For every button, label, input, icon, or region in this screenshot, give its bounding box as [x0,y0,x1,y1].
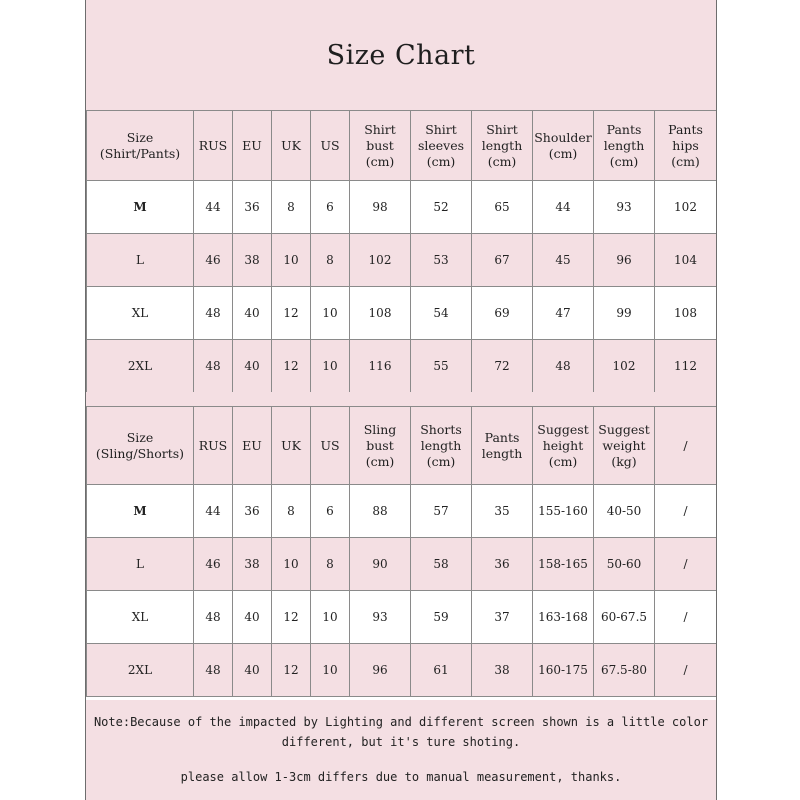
header-cell-line: Pants [668,121,703,137]
header-cell-line: Sling [363,421,397,437]
table-cell: 48 [194,644,233,697]
table-cell: 36 [233,181,272,234]
table-cell: 10 [311,340,350,393]
header-cell-line: hips [672,137,699,153]
header-cell-line: sleeves [417,137,465,153]
table-cell: 67.5-80 [594,644,655,697]
size-cell: L [87,234,194,287]
table-cell: 10 [311,287,350,340]
header-cell-line: Size [126,129,154,145]
note-line-2: different, but it's ture shoting. [281,735,521,749]
table-cell: 116 [350,340,411,393]
table-cell: 69 [472,287,533,340]
header-cell-line: Suggest [537,421,589,437]
header-cell-line: Shoulder [534,129,592,145]
table-cell: 90 [350,538,411,591]
header-cell-line: Pants [606,121,642,137]
table-cell: 8 [311,234,350,287]
header-cell-line: US [320,437,340,453]
table-cell: 44 [533,181,594,234]
table-cell: 40 [233,287,272,340]
size-cell: XL [87,287,194,340]
header-cell-line: length [420,437,462,453]
table-cell: 12 [272,287,311,340]
table-cell: 88 [350,485,411,538]
page-frame [85,0,717,800]
table-cell: / [655,591,717,644]
header-cell-line: (kg) [611,453,637,469]
table-cell: 54 [411,287,472,340]
table-cell: 6 [311,485,350,538]
table-cell: 163-168 [533,591,594,644]
table-cell: 160-175 [533,644,594,697]
table-cell: 108 [655,287,717,340]
header-cell-line: US [320,137,340,153]
table-cell: 12 [272,591,311,644]
table-cell: 98 [350,181,411,234]
table-cell: 99 [594,287,655,340]
table-cell: 72 [472,340,533,393]
header-cell-line: (cm) [548,453,578,469]
header-cell-line: weight [602,437,646,453]
table-cell: 58 [411,538,472,591]
table-cell: / [655,644,717,697]
header-cell-line: Size [126,429,154,445]
table-cell: 48 [533,340,594,393]
table-cell: 40 [233,340,272,393]
header-cell-line: length [603,137,645,153]
table-cell: 47 [533,287,594,340]
table-cell: 38 [472,644,533,697]
table-cell: 36 [472,538,533,591]
table-cell: 60-67.5 [594,591,655,644]
header-cell-line: Shirt [425,121,457,137]
header-cell-line: (Shirt/Pants) [99,145,181,161]
table-cell: 158-165 [533,538,594,591]
header-cell-line: Shirt [364,121,396,137]
table-cell: 112 [655,340,717,393]
header-cell-line: (cm) [609,153,639,169]
table-cell: / [655,538,717,591]
table-cell: 8 [272,181,311,234]
size-cell: 2XL [87,644,194,697]
header-cell-line: (Sling/Shorts) [95,445,185,461]
header-cell-line: (cm) [426,153,456,169]
header-cell-line: (cm) [548,145,578,161]
table-cell: 8 [272,485,311,538]
table-cell: 48 [194,591,233,644]
table-cell: 59 [411,591,472,644]
note-line-1: Note:Because of the impacted by Lighting and different screen shown is a little color [93,715,709,729]
table-cell: 10 [311,644,350,697]
table-cell: 10 [272,234,311,287]
table-cell: 37 [472,591,533,644]
header-cell-line: RUS [198,137,228,153]
table-cell: 44 [194,181,233,234]
table-cell: 44 [194,485,233,538]
table-cell: 35 [472,485,533,538]
table-cell: 12 [272,644,311,697]
header-cell-line: (cm) [487,153,517,169]
header-cell-line: EU [242,437,262,453]
table-cell: 65 [472,181,533,234]
table-cell: 45 [533,234,594,287]
table-cell: 52 [411,181,472,234]
table-cell: 38 [233,538,272,591]
size-cell: XL [87,591,194,644]
table-cell: 38 [233,234,272,287]
table-cell: 8 [311,538,350,591]
table-cell: 6 [311,181,350,234]
note-line-3: please allow 1-3cm differs due to manual measurement, thanks. [180,770,622,784]
table-cell: 155-160 [533,485,594,538]
table-cell: 10 [272,538,311,591]
header-cell-line: length [481,137,523,153]
header-cell-line: / [683,437,688,453]
table-cell: 102 [350,234,411,287]
size-cell: M [87,181,194,234]
page-title: Size Chart [326,39,476,71]
header-cell-line: Shirt [486,121,518,137]
header-cell-line: UK [281,437,301,453]
size-cell: 2XL [87,340,194,393]
header-cell-line: height [542,437,584,453]
table-cell: 61 [411,644,472,697]
header-cell-line: Suggest [598,421,650,437]
header-cell-line: bust [366,437,394,453]
table-cell: 46 [194,234,233,287]
header-cell-line: Pants [484,429,520,445]
header-cell-line: (cm) [365,453,395,469]
table-cell: 46 [194,538,233,591]
table-cell: 96 [350,644,411,697]
table-cell: 40 [233,644,272,697]
size-cell: L [87,538,194,591]
table-cell: 102 [655,181,717,234]
header-cell-line: RUS [198,437,228,453]
table-cell: 48 [194,287,233,340]
header-cell-line: (cm) [365,153,395,169]
header-cell-line: (cm) [426,453,456,469]
table-cell: 36 [233,485,272,538]
table-cell: 93 [350,591,411,644]
header-cell-line: Shorts [420,421,462,437]
table-cell: 67 [472,234,533,287]
size-cell: M [87,485,194,538]
header-cell-line: bust [366,137,394,153]
table-cell: 53 [411,234,472,287]
table-cell: 108 [350,287,411,340]
table-cell: 50-60 [594,538,655,591]
table-cell: 93 [594,181,655,234]
table-cell: 104 [655,234,717,287]
table-cell: 57 [411,485,472,538]
table-cell: 102 [594,340,655,393]
table-cell: 40 [233,591,272,644]
table-cell: 40-50 [594,485,655,538]
table-cell: 48 [194,340,233,393]
header-cell-line: (cm) [671,153,700,169]
table-cell: 12 [272,340,311,393]
table-cell: 10 [311,591,350,644]
table-cell: 96 [594,234,655,287]
header-cell-line: length [481,445,523,461]
header-cell-line: EU [242,137,262,153]
table-cell: 55 [411,340,472,393]
header-cell-line: UK [281,137,301,153]
table-cell: / [655,485,717,538]
